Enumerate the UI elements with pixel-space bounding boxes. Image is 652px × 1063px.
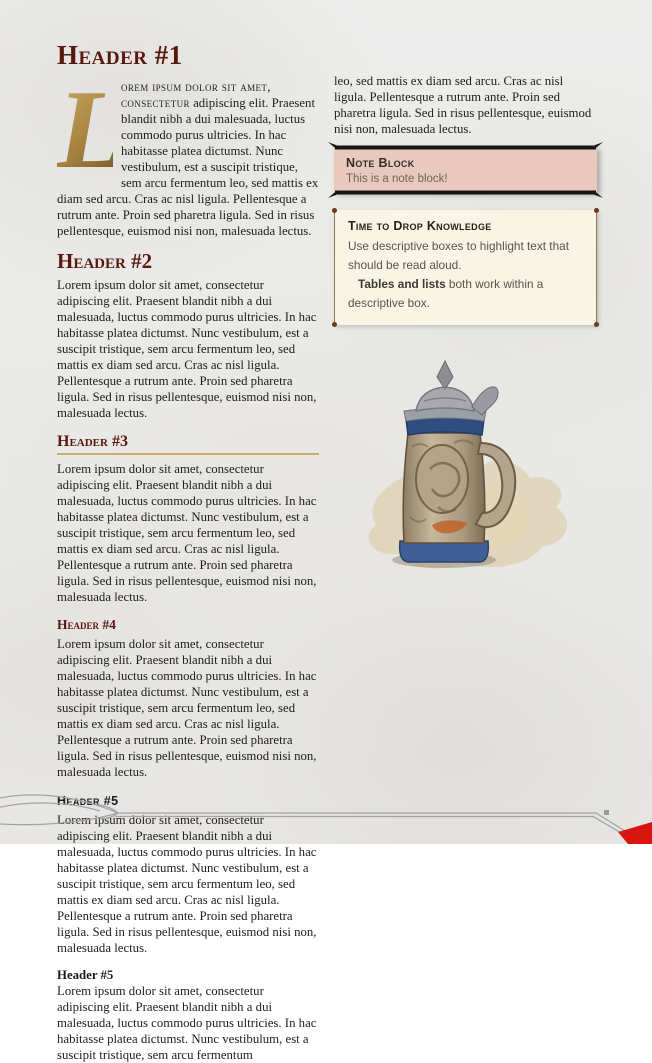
section-header-6: Header #5 [57, 968, 114, 982]
descriptive-box-text-2 [348, 275, 583, 313]
note-bottom-bar [328, 188, 603, 198]
note-block [334, 147, 597, 193]
corner-pin-icon [332, 322, 337, 327]
corner-red-triangle [618, 822, 652, 844]
section-header-4: Header #4 [57, 617, 116, 632]
descriptive-box-bold-rest: both work within a descriptive box. [348, 277, 544, 310]
section-header-2: Header #2 [57, 249, 153, 273]
section-paragraph: Lorem ipsum dolor sit amet, consectetur adipiscing elit. Praesent blandit nibh a dui malesuada, luctus commodo purus ultricies. In hac habitasse platea dictumst. Nunc vestibulum, est a suscipit tristique, sem arcu fermentum leo, sed mattis ex diam sed arcu. Cras ac nisl ligula. Pellentesque a rutrum ante. Proin sed pharetra ligula. Sed in risus pellentesque, euismod nisi non, malesuada lectus. [57, 637, 317, 779]
page-footer-ornament [0, 784, 652, 844]
intro-paragraph [57, 68, 319, 239]
beer-stein-icon [346, 357, 586, 577]
section-header-3: Header #3 [57, 433, 319, 455]
section-paragraph: Lorem ipsum dolor sit amet, consectetur adipiscing elit. Praesent blandit nibh a dui malesuada, luctus commodo purus ultricies. In hac habitasse platea dictumst. Nunc vestibulum, est a suscipit tristique, sem arcu fermentum leo, sed mattis ex diam sed arcu. Cras ac nisl ligula. Pellentesque a rutrum ante. Proin sed pharetra ligula. Sed in risus pellentesque, euismod nisi non, malesuada lectus. [57, 462, 317, 604]
left-column [57, 40, 319, 1062]
descriptive-box-text: Use descriptive boxes to highlight text that should be read aloud. [348, 239, 569, 272]
note-title: Note Block [346, 156, 415, 170]
note-top-bar [328, 142, 603, 152]
section-paragraph: Lorem ipsum dolor sit amet, consectetur adipiscing elit. Praesent blandit nibh a dui malesuada, luctus commodo purus ultricies. In hac habitasse platea dictumst. Nunc vestibulum, est a suscipit tristique, sem arcu fermentum leo, sed mattis ex diam sed arcu. Cras ac nisl ligula. Pellentesque a rutrum ante. Proin sed pharetra ligula. Sed in risus pellentesque, euismod nisi non, malesuada lectus. [57, 278, 317, 420]
note-body: This is a note block! [346, 173, 448, 185]
beer-stein-illustration [346, 357, 586, 577]
lead-small-caps: orem ipsum dolor sit amet, consectetur [121, 80, 271, 110]
corner-pin-icon [332, 208, 337, 213]
lead-text: adipiscing elit. Praesent blandit nibh a dui malesuada, luctus commodo purus ultricies. In hac habitasse platea dictumst. Nunc vestibulum, est a suscipit tristique, sem arcu fermentum leo, sed mattis ex diam sed arcu. Cras ac nisl ligula. Pellentesque a rutrum ante. Proin sed pharetra ligula. Sed in risus pellentesque, euismod nisi non, malesuada lectus. [57, 96, 319, 238]
descriptive-box-title: Time to Drop Knowledge [348, 219, 492, 233]
continuation-paragraph: leo, sed mattis ex diam sed arcu. Cras ac nisl ligula. Pellentesque a rutrum ante. Proin sed pharetra ligula. Sed in risus pellentesque, euismod nisi non, malesuada lectus. [334, 74, 592, 136]
section-paragraph: Lorem ipsum dolor sit amet, consectetur adipiscing elit. Praesent blandit nibh a dui malesuada, luctus commodo purus ultricies. In hac habitasse platea dictumst. Nunc vestibulum, est a suscipit tristique, sem arcu fermentum leo, sed mattis ex diam sed arcu. Cras ac nisl ligula. Pellentesque a rutrum ante. Proin sed pharetra ligula. Sed in risus pellentesque, euismod nisi non, malesuada lectus. [57, 813, 317, 955]
right-column [334, 73, 597, 577]
section-paragraph-truncated: Lorem ipsum dolor sit amet, consectetur adipiscing elit. Praesent blandit nibh a dui malesuada, luctus commodo purus ultricies. In hac habitasse platea dictumst. Nunc vestibulum, est a suscipit tristique, sem arcu fermentum [57, 984, 317, 1062]
corner-pin-icon [594, 322, 599, 327]
section-header-5: Header #5 [57, 794, 119, 808]
corner-pin-icon [594, 208, 599, 213]
page-title: Header #1 [57, 40, 183, 70]
drop-cap: L [57, 68, 126, 192]
descriptive-box [334, 210, 597, 325]
descriptive-box-bold-lead: Tables and lists [358, 277, 446, 291]
